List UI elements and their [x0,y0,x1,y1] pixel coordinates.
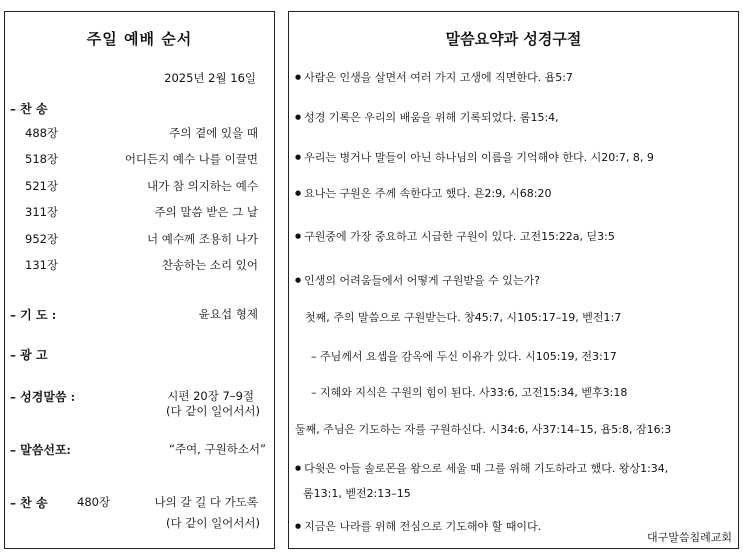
summary-line: ● 다윗은 아들 솔로몬을 왕으로 세울 때 그를 위해 기도하라고 했다. 왕상1:34, [295,460,668,476]
summary-line: ● 사람은 인생을 살면서 여러 가지 고생에 직면한다. 욥5:7 [295,69,573,85]
worship-title: 주일 예배 순서 [86,30,193,48]
summary-line: 롬13:1, 벧전2:13–15 [303,487,411,500]
summary-line: – 지혜와 지식은 구원의 힘이 된다. 사33:6, 고전15:34, 벧후3:18 [311,386,628,399]
hymn-label: – 찬 송 [10,102,48,116]
worship-order-panel [4,11,275,549]
summary-line: ● 성경 기록은 우리의 배움을 위해 기록되었다. 롬15:4, [295,109,559,125]
closing-hymn-title: 나의 갈 길 다 가도록 [154,495,258,509]
summary-line: ● 인생의 어려움들에서 어떻게 구원받을 수 있는가? [295,272,540,288]
hymn-number: 131장 [25,258,59,272]
summary-line: ● 우리는 병거나 말들이 아닌 하나님의 이름을 기억해야 한다. 시20:7, 8, 9 [295,149,654,165]
hymn-title: 주의 곁에 있을 때 [169,126,258,140]
hymn-title: 어디든지 예수 나를 이끌면 [124,152,258,166]
hymn-row [25,151,258,167]
scripture-value: 시편 20장 7–9절 [167,389,254,403]
closing-hymn-label: – 찬 송 [10,496,48,510]
hymn-row [25,204,258,220]
scripture-label: – 성경말씀 : [10,390,76,404]
sermon-label: – 말씀선포: [10,443,71,457]
church-name: 대구말씀침례교회 [646,531,732,544]
hymn-number: 311장 [25,205,59,219]
sermon-summary-panel [288,11,739,549]
hymn-title: 찬송하는 소리 있어 [161,258,258,272]
summary-line: ● 지금은 나라를 위해 전심으로 기도해야 할 때이다. [295,518,541,534]
worship-date: 2025년 2월 16일 [164,71,256,85]
summary-line: 첫째, 주의 말씀으로 구원받는다. 창45:7, 시105:17–19, 벧전1:7 [305,311,622,324]
announcements-label: – 광 고 [10,348,48,362]
scripture-note: (다 같이 일어서서) [165,404,260,418]
hymn-number: 518장 [25,152,59,166]
hymn-row [25,257,258,273]
summary-line: ● 구원중에 가장 중요하고 시급한 구원이 있다. 고전15:22a, 딛3:5 [295,228,615,244]
summary-title: 말씀요약과 성경구절 [445,30,582,48]
summary-line: – 주님께서 요셉을 감옥에 두신 이유가 있다. 시105:19, 전3:17 [311,350,617,363]
hymn-row [25,125,258,141]
prayer-label: – 기 도 : [10,308,57,322]
hymn-title: 너 예수께 조용히 나가 [147,232,258,246]
prayer-value: 윤요섭 형제 [198,307,258,321]
hymn-number: 952장 [25,232,59,246]
sermon-title: “주여, 구원하소서” [169,442,266,456]
hymn-row [25,178,258,194]
hymn-row [25,231,258,247]
summary-line: 둘째, 주님은 기도하는 자를 구원하신다. 시34:6, 사37:14–15, 욥5:8, 잠16:3 [295,423,672,436]
closing-hymn-number: 480장 [77,495,111,509]
hymn-title: 내가 참 의지하는 예수 [147,179,258,193]
closing-hymn-note: (다 같이 일어서서) [165,516,260,530]
hymn-number: 521장 [25,179,59,193]
hymn-number: 488장 [25,126,59,140]
hymn-title: 주의 말씀 받은 그 날 [154,205,258,219]
summary-line: ● 요나는 구원은 주께 속한다고 했다. 욘2:9, 시68:20 [295,185,552,201]
